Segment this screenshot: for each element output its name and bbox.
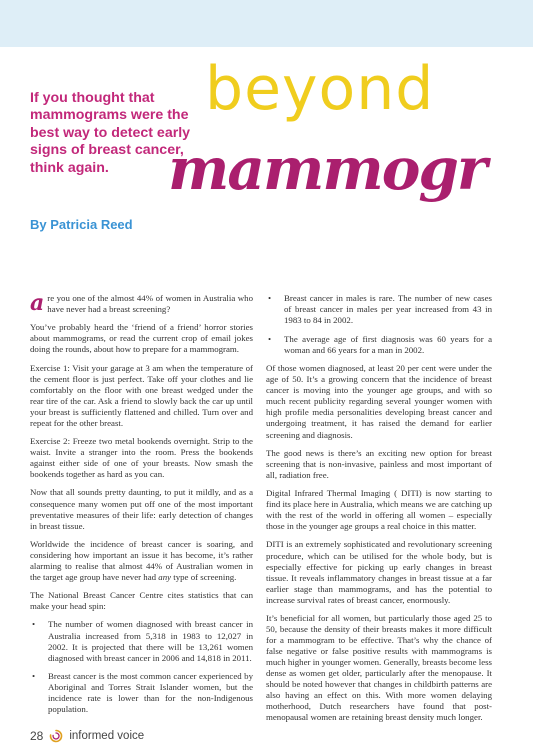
body-paragraph: Worldwide the incidence of breast cancer is soaring, and considering how important an issue it has become, it’s rather alarming to realise that almost 44% of Australian women in the target age group have never had any type of screening. — [30, 538, 253, 582]
bullet-icon: • — [268, 333, 272, 344]
bullet-item: • The average age of first diagnosis was 60 years for a woman and 66 years for a man in 2002. — [268, 333, 492, 355]
body-paragraph: The good news is there’s an exciting new option for breast screening that is non-invasive, painless and most important of all, radiation free. — [266, 447, 492, 480]
emphasis-text: any — [158, 571, 172, 582]
body-paragraph: Exercise 2: Freeze two metal bookends overnight. Strip to the waist. Invite a stranger into the room. Press the bookends against either side of one of your breasts. Now smash the bookends together as hard as you can. — [30, 436, 253, 480]
bullet-item: • The number of women diagnosed with breast cancer in Australia increased from 5,318 in 1983 to 12,027 in 2002. It is projected that there will be 13,261 women diagnosed with breast cancer in 2006 and 14,818 in 2011. — [32, 619, 253, 663]
body-paragraph: Now that all sounds pretty daunting, to put it mildly, and as a consequence many women put off one of the most important preventative measures of their life: early detection of changes in breast tissue. — [30, 487, 253, 531]
top-color-band — [0, 0, 533, 47]
swirl-logo-icon — [49, 729, 63, 743]
article-byline: By Patricia Reed — [30, 217, 133, 232]
publication-name: informed voice — [69, 730, 145, 742]
article-column-right — [266, 293, 492, 731]
bullet-item: • Breast cancer in males is rare. The number of new cases of breast cancer in males per year increased from 43 in 1983 to 84 in 2002. — [268, 293, 492, 326]
body-paragraph: Of those women diagnosed, at least 20 per cent were under the age of 50. It’s a growing concern that the incidence of breast cancer is moving into the younger age groups, and with so much recent publicity regarding several younger women with high profile media personalities developing breast cancer and undergoing treatment, it has raised the demand for earlier screening and diagnosis. — [266, 363, 492, 440]
article-kicker: If you thought that mammograms were the best way to detect early signs of breast cancer, think again. — [30, 90, 191, 176]
body-paragraph: DITI is an extremely sophisticated and revolutionary screening procedure, which can be utilised for the whole body, but is especially effective for picking up early changes in breast tissue. It reveals inflammatory changes in breast tissue at a far earlier stage than mammograms, and has the potential to increase survival rates of breast cancer, enormously. — [266, 539, 492, 605]
article-column-left — [30, 290, 253, 723]
body-paragraph: It’s beneficial for all women, but particularly those aged 25 to 50, because the density of their breasts makes it more difficult for a mammogram to be effective. That’s why the chance of false negative or false positive results with mammograms is much higher in younger women. Generally, breasts become less dense as women get older, particularly after the menopause. It should be noted however that changes in childbirth patterns are also having an effect on this. With more women delaying motherhood, Dutch researchers have found that post-menopausal women are retaining breast density much longer. — [266, 612, 492, 723]
page-number: 28 — [30, 729, 44, 743]
bullet-icon: • — [268, 293, 272, 303]
page-footer — [30, 726, 144, 746]
bullet-item: • Breast cancer is the most common cancer experienced by Aboriginal and Torres Strait Islander women, but the incidence rate is lower than for the non-Indigenous population. — [32, 671, 253, 715]
drop-cap: a — [30, 290, 45, 316]
body-paragraph: Exercise 1: Visit your garage at 3 am when the temperature of the cement floor is just perfect. Take off your clothes and lie comfortably on the floor with one breast wedged under the rear tire of the car. Ask a friend to slowly back the car up until your breast is sufficiently flattened and chilled. Turn over and repeat for the other breast. — [30, 362, 253, 428]
article-title-line2: mammogr — [168, 135, 486, 203]
lede-text: re you one of the almost 44% of women in Australia who have never had a breast screening? — [47, 293, 253, 315]
stats-intro: The National Breast Cancer Centre cites statistics that can make your head spin: — [30, 590, 253, 612]
bullet-list — [30, 619, 253, 715]
lede-paragraph — [30, 290, 253, 316]
article-title-line1: beyond — [205, 54, 435, 124]
bullet-list — [266, 293, 492, 356]
body-paragraph: You’ve probably heard the ‘friend of a friend’ horror stories about mammograms, or read the current crop of email jokes doing the rounds, about how to prepare for a mammogram. — [30, 322, 253, 355]
body-paragraph: Digital Infrared Thermal Imaging ( DITI) is now starting to find its place here in Australia, which means we are catching up with the rest of the world in offering all women – especially those in the younger age groups a real choice in this matter. — [266, 488, 492, 532]
bullet-icon: • — [32, 671, 36, 682]
bullet-icon: • — [32, 619, 36, 630]
